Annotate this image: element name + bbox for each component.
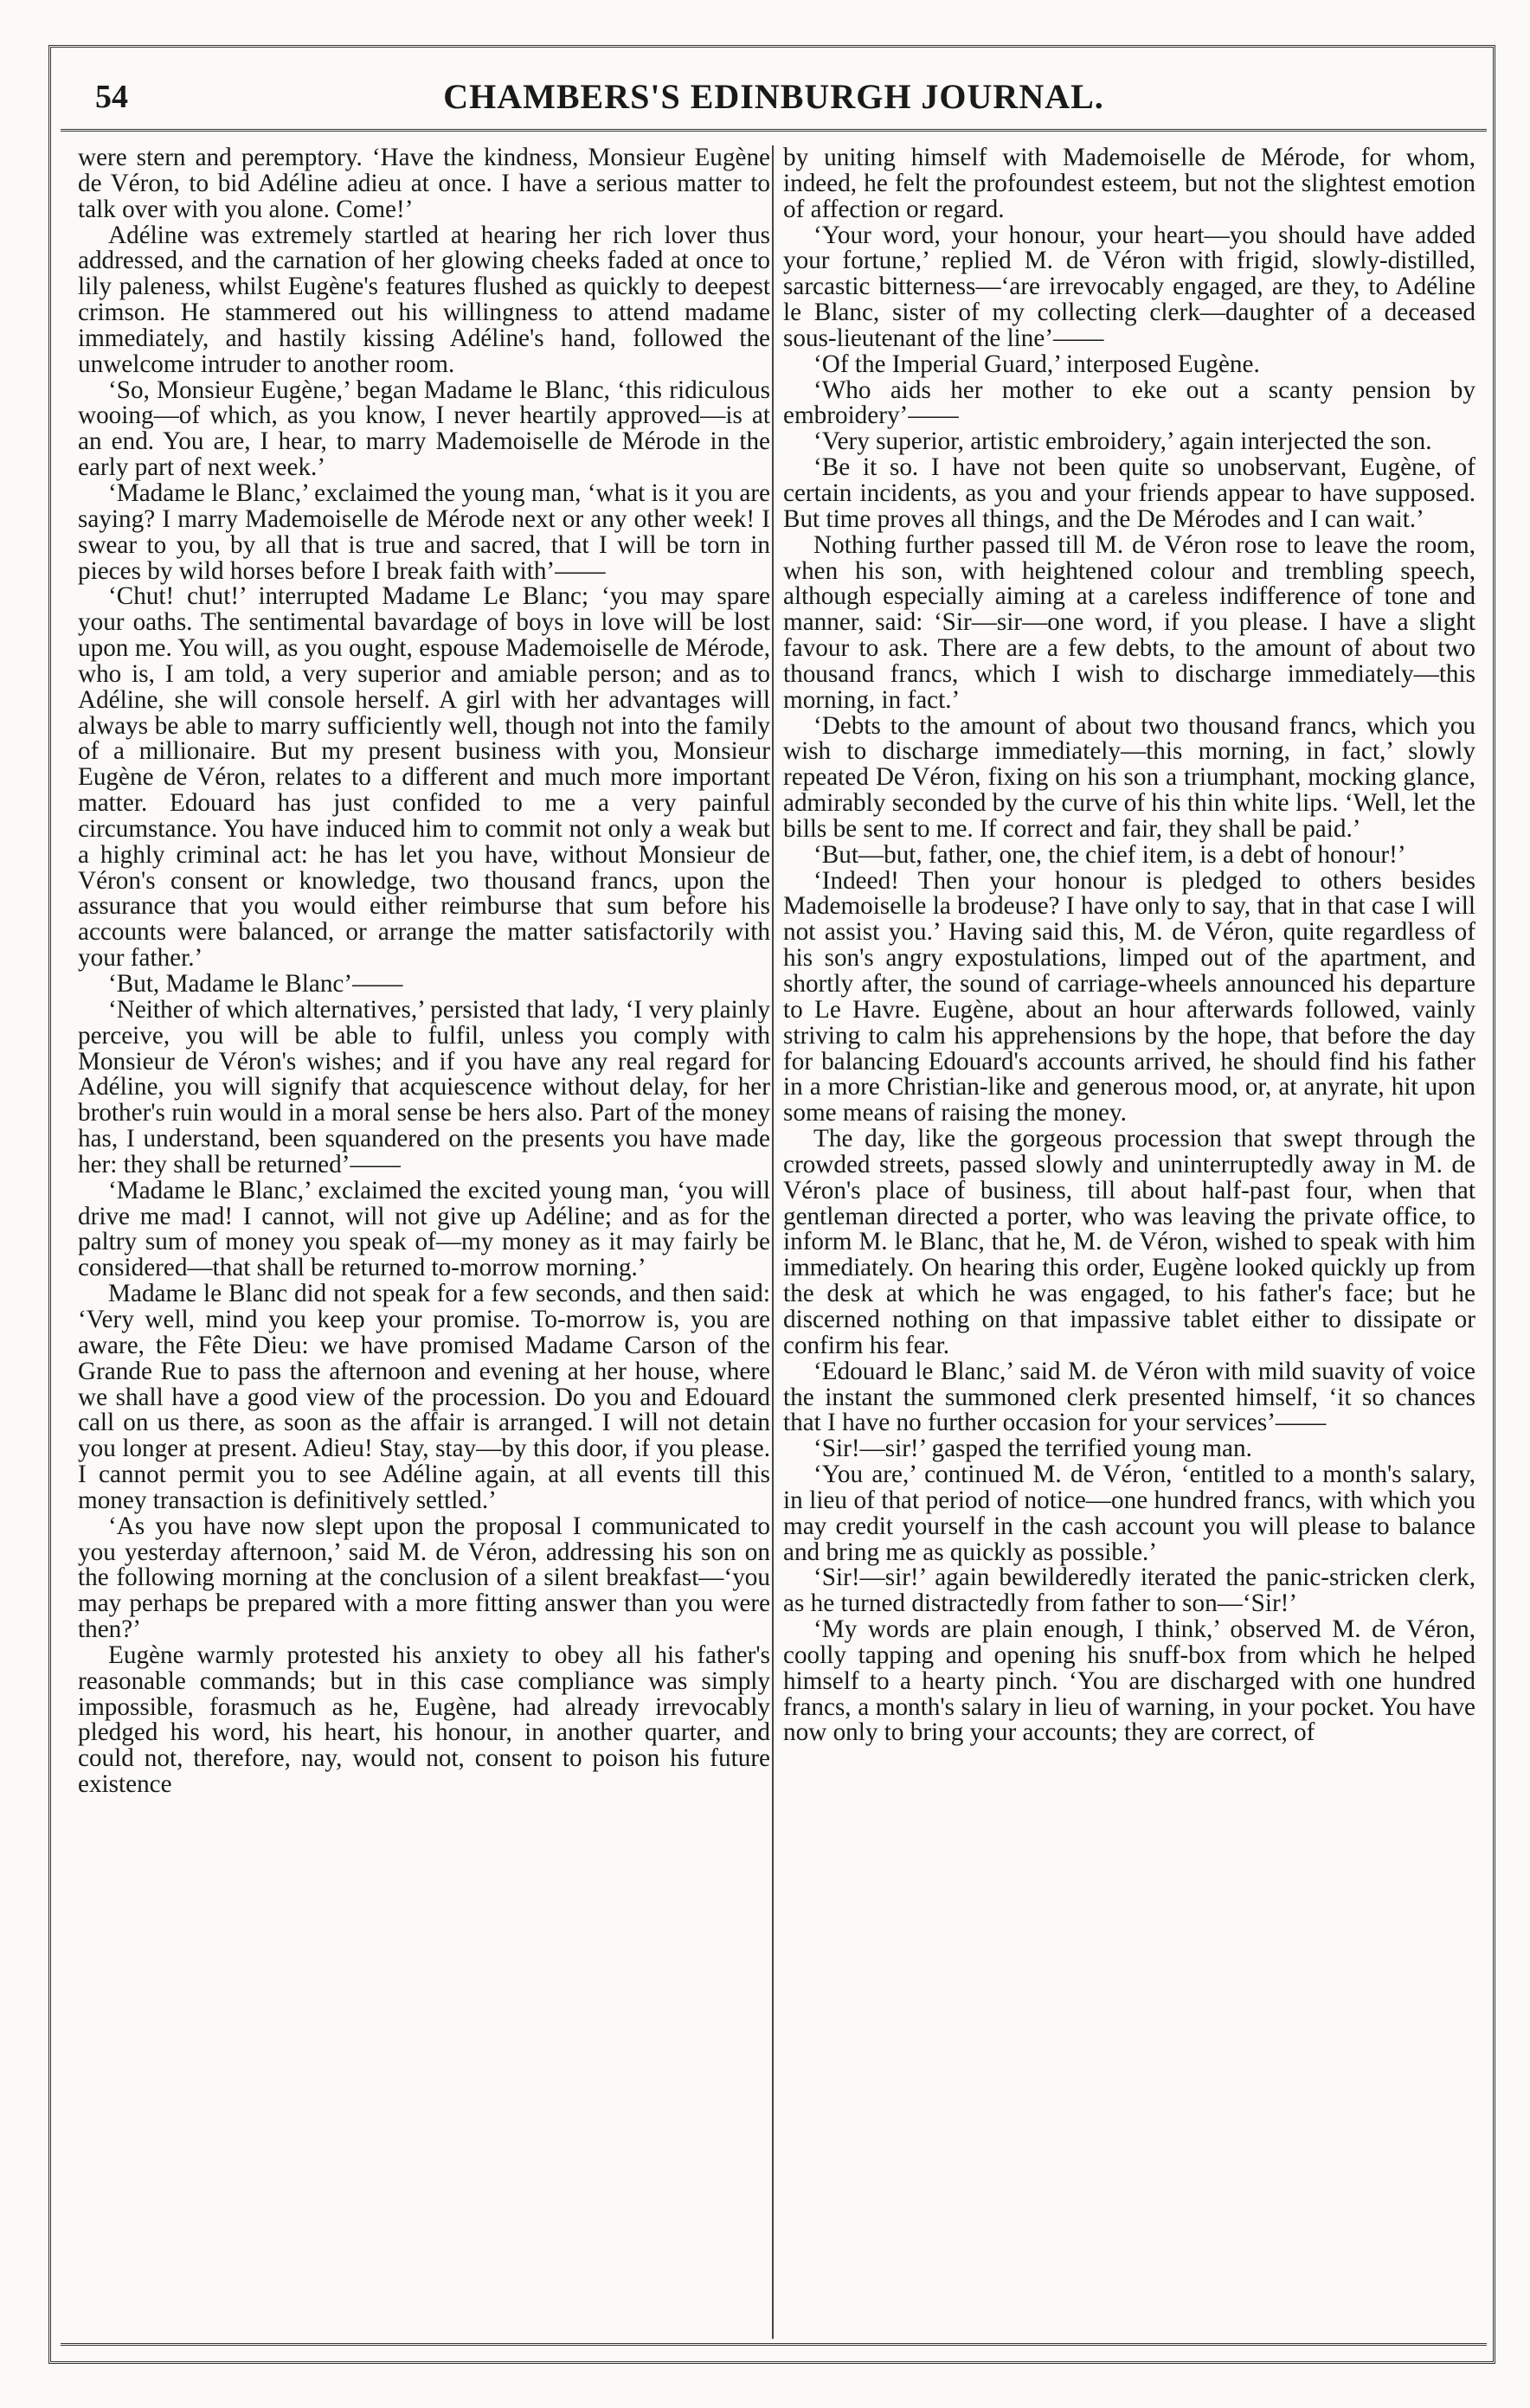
paragraph: ‘Sir!—sir!’ again bewilderedly iterated the panic-stricken clerk, as he turned distractedly from father to son—‘Sir!’ [783,1564,1475,1618]
paragraph: ‘Very superior, artistic embroidery,’ again interjected the son. [813,427,1432,456]
paragraph: ‘As you have now slept upon the proposal I communicated to you yesterday afternoon,’ said M. de Véron, addressing his son on the following morning at the conclusion of a silent breakfast—‘you may perhaps be prepared with a more fitting answer than you were then?’ [78,1512,770,1644]
paragraph: ‘Be it so. I have not been quite so unobservant, Eugène, of certain incidents, as you and your friends appear to have supposed. But time proves all things, and the De Mérodes and I can wait.’ [783,453,1475,533]
page-number: 54 [95,79,128,115]
left-column [78,145,770,2343]
paragraph: Nothing further passed till M. de Véron rose to leave the room, when his son, with heightened colour and trembling speech, although especially aiming at a careless indifference of tone and manner, said: ‘Sir—sir—one word, if you please. I have a slight favour to ask. There are a few debts, to the amount of about two thousand francs, which I wish to discharge immediately—this morning, in fact.’ [783,530,1475,714]
page-header [61,52,1487,132]
paragraph: ‘Chut! chut!’ interrupted Madame Le Blanc; ‘you may spare your oaths. The sentimental bavardage of boys in love will be lost upon me. You will, as you ought, espouse Mademoiselle de Mérode, who is, I am told, a very superior and amiable person; and as to Adéline, she will console herself. A girl with her advantages will always be able to marry sufficiently well, though not into the family of a millionaire. But my present business with you, Monsieur Eugène de Véron, relates to a different and much more important matter. Edouard has just confided to me a very painful circumstance. You have induced him to commit not only a weak but a highly criminal act: he has let you have, without Monsieur de Véron's consent or knowledge, two thousand francs, upon the assurance that you would either reimburse that sum before his accounts were balanced, or arrange the matter satisfactorily with your father.’ [78,582,770,973]
paragraph: ‘Of the Imperial Guard,’ interposed Eugène. [813,350,1260,378]
paragraph: ‘Madame le Blanc,’ exclaimed the excited young man, ‘you will drive me mad! I cannot, will not give up Adéline; and as for the paltry sum of money you speak of—my money as it may fairly be considered—that shall be returned to-morrow morning.’ [78,1176,770,1282]
paragraph: ‘Neither of which alternatives,’ persisted that lady, ‘I very plainly perceive, you will be able to fulfil, unless you comply with Monsieur de Véron's wishes; and if you have any real regard for Adéline, you will signify that acquiescence without delay, for her brother's ruin would in a moral sense be hers also. Part of the money has, I understand, been squandered on the presents you have made her: they shall be returned’—— [78,995,770,1178]
footer-rule [61,2343,1487,2347]
paragraph: Adéline was extremely startled at hearing her rich lover thus addressed, and the carnation of her glowing cheeks faded at once to lily paleness, whilst Eugène's features flushed as quickly to deepest crimson. He stammered out his willingness to attend madame immediately, and hastily kissing Adéline's hand, followed the unwelcome intruder to another room. [78,221,770,378]
paragraph: ‘You are,’ continued M. de Véron, ‘entitled to a month's salary, in lieu of that period of notice—one hundred francs, with which you may credit yourself in the cash account you will please to balance and bring me as quickly as possible.’ [783,1461,1475,1566]
paragraph: Madame le Blanc did not speak for a few seconds, and then said: ‘Very well, mind you keep your promise. To-morrow is, you are aware, the Fête Dieu: we have promised Madame Carson of the Grande Rue to pass the afternoon and evening at her house, where we shall have a good view of the procession. Do you and Edouard call on us there, as soon as the affair is arranged. I will not detain you longer at present. Adieu! Stay, stay—by this door, if you please. I cannot permit you to see Adéline again, at all events till this money transaction is definitively settled.’ [78,1280,770,1514]
paragraph: ‘Your word, your honour, your heart—you should have added your fortune,’ replied M. de Véron with frigid, slowly-distilled, sarcastic bitterness—‘are irrevocably engaged, are they, to Adéline le Blanc, sister of my collecting clerk—daughter of a deceased sous-lieutenant of the line’—— [783,221,1475,352]
paragraph: by uniting himself with Mademoiselle de Mérode, for whom, indeed, he felt the profoundest esteem, but not the slightest emotion of affection or regard. [783,145,1475,223]
column-divider [772,145,774,2339]
paragraph: were stern and peremptory. ‘Have the kindness, Monsieur Eugène de Véron, to bid Adéline adieu at once. I have a serious matter to talk over with you alone. Come!’ [78,145,770,223]
paragraph: ‘Edouard le Blanc,’ said M. de Véron with mild suavity of voice the instant the summoned clerk presented himself, ‘it so chances that I have no further occasion for your services’—— [783,1357,1475,1437]
paragraph: Eugène warmly protested his anxiety to obey all his father's reasonable commands; but in this case compliance was simply impossible, forasmuch as he, Eugène, had already irrevocably pledged his word, his heart, his honour, in another quarter, and could not, therefore, nay, would not, consent to poison his future existence [78,1641,770,1799]
paragraph: The day, like the gorgeous procession that swept through the crowded streets, passed slowly and uninterruptedly away in M. de Véron's place of business, till about half-past four, when that gentleman directed a porter, who was leaving the private office, to inform M. le Blanc, that he, M. de Véron, wished to speak with him immediately. On hearing this order, Eugène looked quickly up from the desk at which he was engaged, to his father's face; but he discerned nothing on that impassive tablet either to dissipate or confirm his fear. [783,1125,1475,1359]
paragraph: ‘But—but, father, one, the chief item, is a debt of honour!’ [813,840,1406,869]
paragraph: ‘Madame le Blanc,’ exclaimed the young man, ‘what is it you are saying? I marry Mademoiselle de Mérode next or any other week! I swear to you, by all that is true and sacred, that I will be torn in pieces by wild horses before I break faith with’—— [78,478,770,585]
right-column [783,145,1475,2343]
paragraph: ‘My words are plain enough, I think,’ observed M. de Véron, coolly tapping and opening his snuff-box from which he helped himself to a hearty pinch. ‘You are discharged with one hundred francs, a month's salary in lieu of warning, in your pocket. You have now only to bring your accounts; they are correct, of [783,1615,1475,1747]
journal-title: CHAMBERS'S EDINBURGH JOURNAL. [443,77,1104,116]
paragraph: ‘Sir!—sir!’ gasped the terrified young man. [813,1435,1252,1463]
paragraph: ‘So, Monsieur Eugène,’ began Madame le Blanc, ‘this ridiculous wooing—of which, as you know, I never heartily approved—is at an end. You are, I hear, to marry Mademoiselle de Mérode in the early part of next week.’ [78,376,770,482]
paragraph: ‘But, Madame le Blanc’—— [108,970,403,998]
paragraph: ‘Debts to the amount of about two thousand francs, which you wish to discharge immediately—this morning, in fact,’ slowly repeated De Véron, fixing on his son a triumphant, mocking glance, admirably seconded by the curve of his thin white lips. ‘Well, let the bills be sent to me. If correct and fair, they shall be paid.’ [783,711,1475,843]
paragraph: ‘Who aids her mother to eke out a scanty pension by embroidery’—— [783,376,1475,430]
paragraph: ‘Indeed! Then your honour is pledged to others besides Mademoiselle la brodeuse? I have only to say, that in that case I will not assist you.’ Having said this, M. de Véron, quite regardless of his son's angry expostulations, limped out of the apartment, and shortly after, the sound of carriage-wheels announced his departure to Le Havre. Eugène, about an hour afterwards followed, vainly striving to calm his apprehensions by the hope, that before the day for balancing Edouard's accounts arrived, he should find his father in a more Christian-like and generous mood, or, at anyrate, hit upon some means of raising the money. [783,866,1475,1127]
